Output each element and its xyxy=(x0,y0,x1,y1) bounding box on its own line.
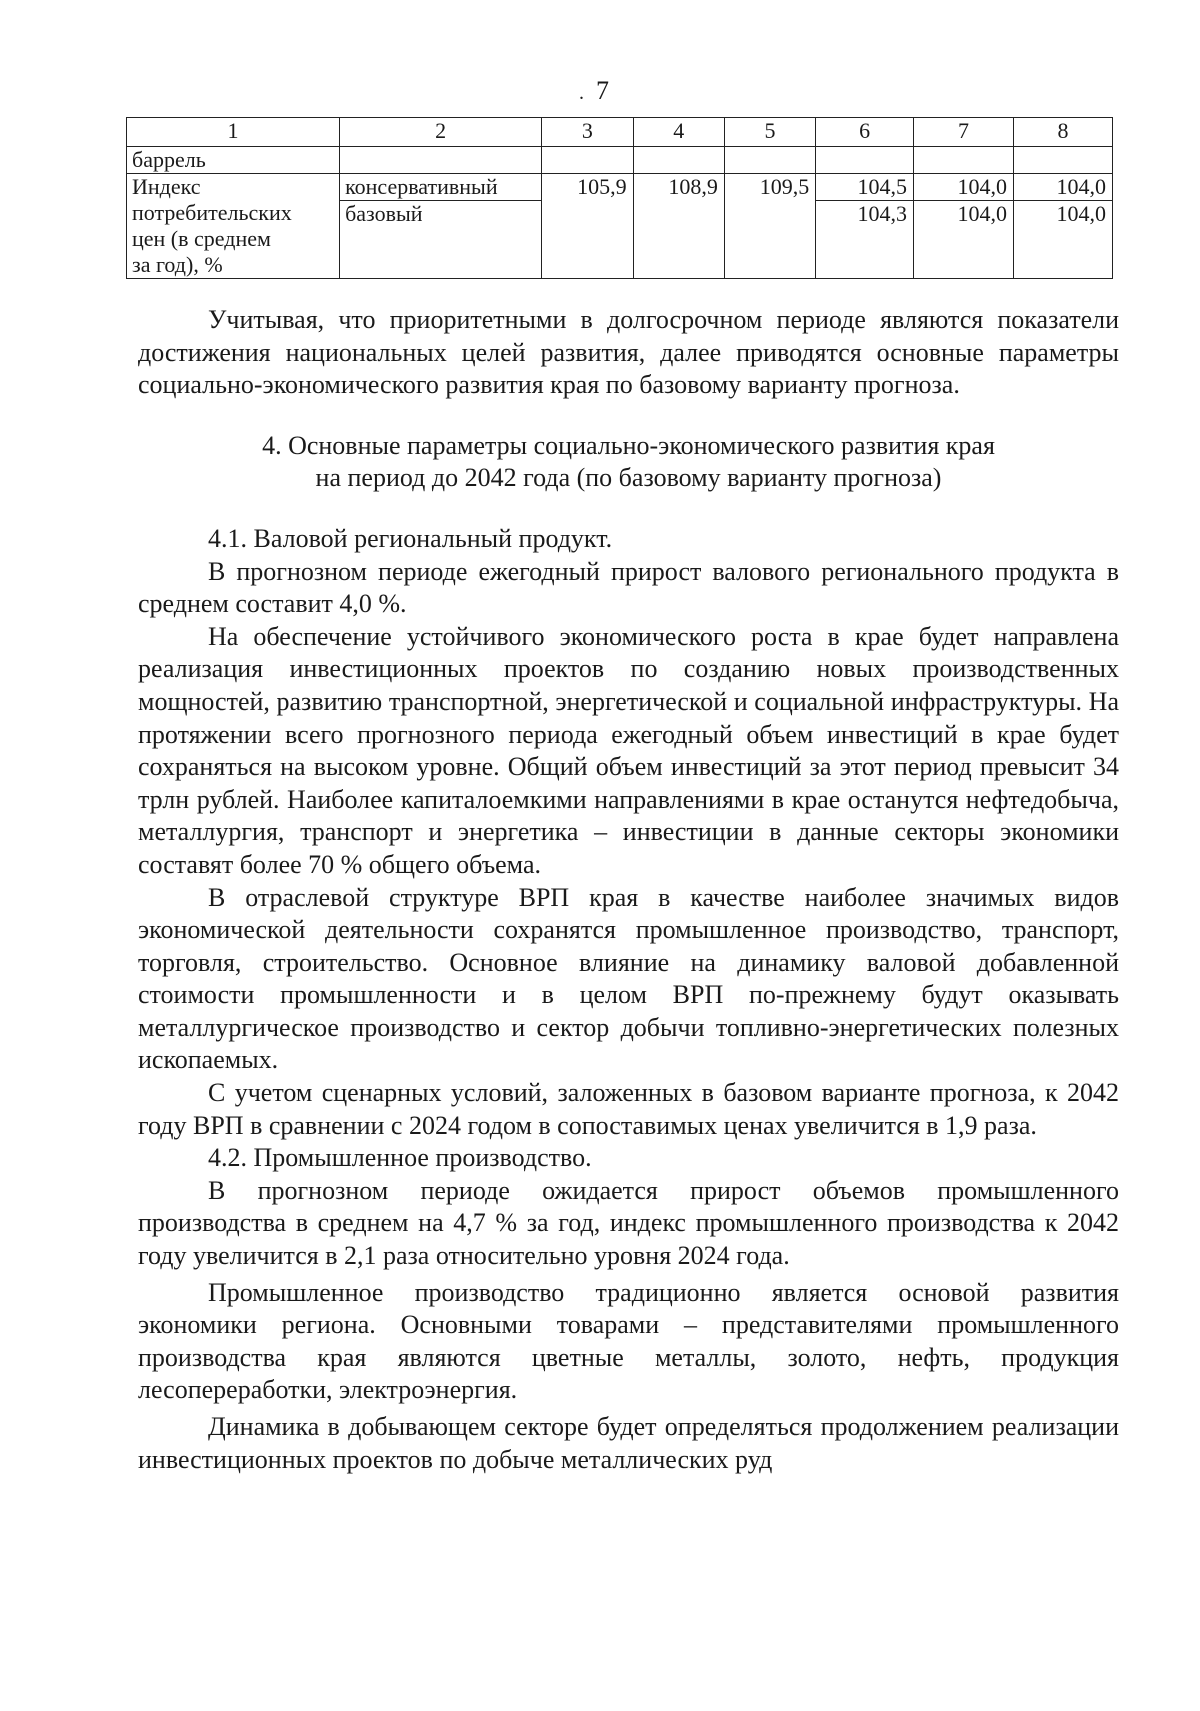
cpi-label-line: за год), % xyxy=(132,252,223,277)
cpi-label-line: Индекс xyxy=(132,174,201,199)
column-header: 7 xyxy=(914,118,1014,147)
table-cell: 104,0 xyxy=(914,201,1014,279)
table-cell: 104,0 xyxy=(1014,174,1113,201)
table-cell: 104,3 xyxy=(816,201,914,279)
paragraph: В прогнозном периоде ежегодный прирост валового регионального продукта в среднем составит 4,0 %. xyxy=(138,556,1119,619)
column-header: 6 xyxy=(816,118,914,147)
table-cell: 105,9 xyxy=(542,174,633,279)
cpi-label-line: цен (в среднем xyxy=(132,226,271,251)
document-body xyxy=(138,304,1119,1476)
section-heading-line: на период до 2042 года (по базовому варианту прогноза) xyxy=(315,463,942,493)
paragraph: В отраслевой структуре ВРП края в качестве наиболее значимых видов экономической деятельности сохранятся промышленное производство, транспорт, торговля, строительство. Основное влияние на динамику валовой добавленной стоимости промышленности и в целом ВРП по-прежнему будут оказывать металлургическое производство и сектор добычи топливно-энергетических полезных ископаемых. xyxy=(138,882,1119,1075)
column-header: 8 xyxy=(1014,118,1113,147)
row-label-barrel: баррель xyxy=(127,147,340,174)
section-heading-line: 4. Основные параметры социально-экономического развития края xyxy=(262,430,995,460)
column-header: 4 xyxy=(633,118,724,147)
paragraph: Динамика в добывающем секторе будет определяться продолжением реализации инвестиционных проектов по добыче металлических руд xyxy=(138,1412,1119,1474)
column-header: 1 xyxy=(127,118,340,147)
table-cell: 104,5 xyxy=(816,174,914,201)
table-cell: 109,5 xyxy=(724,174,815,279)
paragraph: В прогнозном периоде ожидается прирост объемов промышленного производства в среднем на 4,7 % за год, индекс промышленного производства к 2042 году увеличится в 2,1 раза относительно уровня 2024 года. xyxy=(138,1175,1119,1271)
cpi-label-line: потребительских xyxy=(132,200,292,225)
page-number-mark: . xyxy=(579,82,584,104)
scenario-label: базовый xyxy=(340,201,542,279)
subsection-title: 4.1. Валовой региональный продукт. xyxy=(208,523,613,553)
row-label-cpi xyxy=(127,174,340,279)
table-cell: 104,0 xyxy=(1014,201,1113,279)
table-cell: 104,0 xyxy=(914,174,1014,201)
column-header: 5 xyxy=(724,118,815,147)
page-number-value: 7 xyxy=(596,76,609,105)
table-row xyxy=(127,174,1113,201)
table-header-row xyxy=(127,118,1113,147)
column-header: 2 xyxy=(340,118,542,147)
section-heading xyxy=(138,430,1119,495)
scenario-label: консервативный xyxy=(340,174,542,201)
column-header: 3 xyxy=(542,118,633,147)
table-row xyxy=(127,147,1113,174)
table-cell: 108,9 xyxy=(633,174,724,279)
paragraph: С учетом сценарных условий, заложенных в базовом варианте прогноза, к 2042 году ВРП в сравнении с 2024 годом в сопоставимых ценах увеличится в 1,9 раза. xyxy=(138,1078,1119,1140)
subsection-title: 4.2. Промышленное производство. xyxy=(208,1143,592,1173)
forecast-table xyxy=(126,117,1113,279)
paragraph: На обеспечение устойчивого экономического роста в крае будет направлена реализация инвестиционных проектов по созданию новых производственных мощностей, развитию транспортной, энергетической и социальной инфраструктуры. На протяжении всего прогнозного периода ежегодный объем инвестиций в крае будет сохраняться на высоком уровне. Общий объем инвестиций за этот период превысит 34 трлн рублей. Наиболее капиталоемкими направлениями в крае останутся нефтедобыча, металлургия, транспорт и энергетика – инвестиции в данные секторы экономики составят более 70 % общего объема. xyxy=(138,621,1119,879)
page-number xyxy=(0,76,1200,108)
intro-paragraph: Учитывая, что приоритетными в долгосрочном периоде являются показатели достижения национальных целей развития, далее приводятся основные параметры социально-экономического развития края по базовому варианту прогноза. xyxy=(138,305,1119,400)
paragraph: Промышленное производство традиционно является основой развития экономики региона. Основными товарами – представителями промышленного производства края являются цветные металлы, золото, нефть, продукция лесопереработки, электроэнергия. xyxy=(138,1277,1119,1405)
